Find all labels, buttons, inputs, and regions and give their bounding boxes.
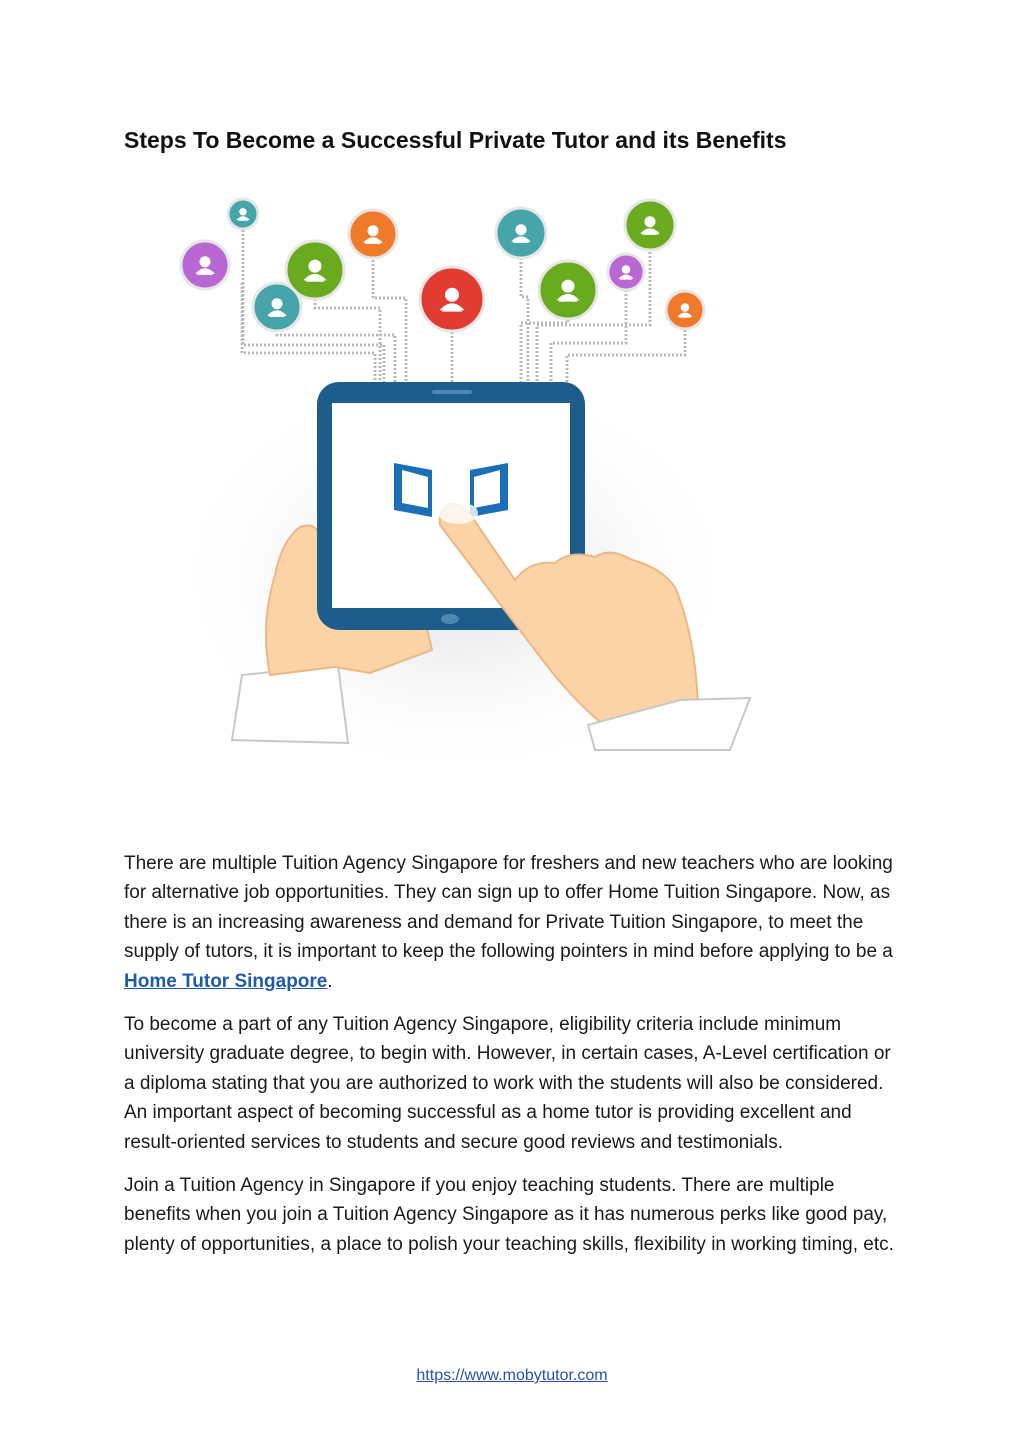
tablet-with-hands-and-tutor-network-icons bbox=[170, 195, 770, 775]
website-link[interactable]: https://www.mobytutor.com bbox=[416, 1367, 608, 1384]
article-body bbox=[124, 849, 904, 1273]
paragraph-eligibility: To become a part of any Tuition Agency Singapore, eligibility criteria include minimum university graduate degree, to begin with. However, in certain cases, A-Level certification or a diploma stating that you are authorized to work with the students will also be considered. An important aspect of becoming successful as a home tutor is providing excellent and result-oriented services to students and secure good reviews and testimonials. bbox=[124, 1014, 891, 1153]
paragraph-intro-text: There are multiple Tuition Agency Singapore for freshers and new teachers who are looking for alternative job opportunities. They can sign up to offer Home Tuition Singapore. Now, as there is an increasing awareness and demand for Private Tuition Singapore, to meet the supply of tutors, it is important to keep the following pointers in mind before applying to be a bbox=[124, 853, 893, 963]
paragraph-benefits: Join a Tuition Agency in Singapore if you enjoy teaching students. There are multiple benefits when you join a Tuition Agency Singapore as it has numerous perks like good pay, plenty of opportunities, a place to polish your teaching skills, flexibility in working timing, etc. bbox=[124, 1175, 894, 1255]
home-tutor-singapore-link[interactable]: Home Tutor Singapore bbox=[124, 970, 328, 992]
page-footer bbox=[0, 1365, 1024, 1387]
paragraph-intro bbox=[124, 849, 904, 996]
paragraph-intro-end: . bbox=[327, 970, 333, 992]
page-title: Steps To Become a Successful Private Tutor and its Benefits bbox=[124, 127, 787, 153]
